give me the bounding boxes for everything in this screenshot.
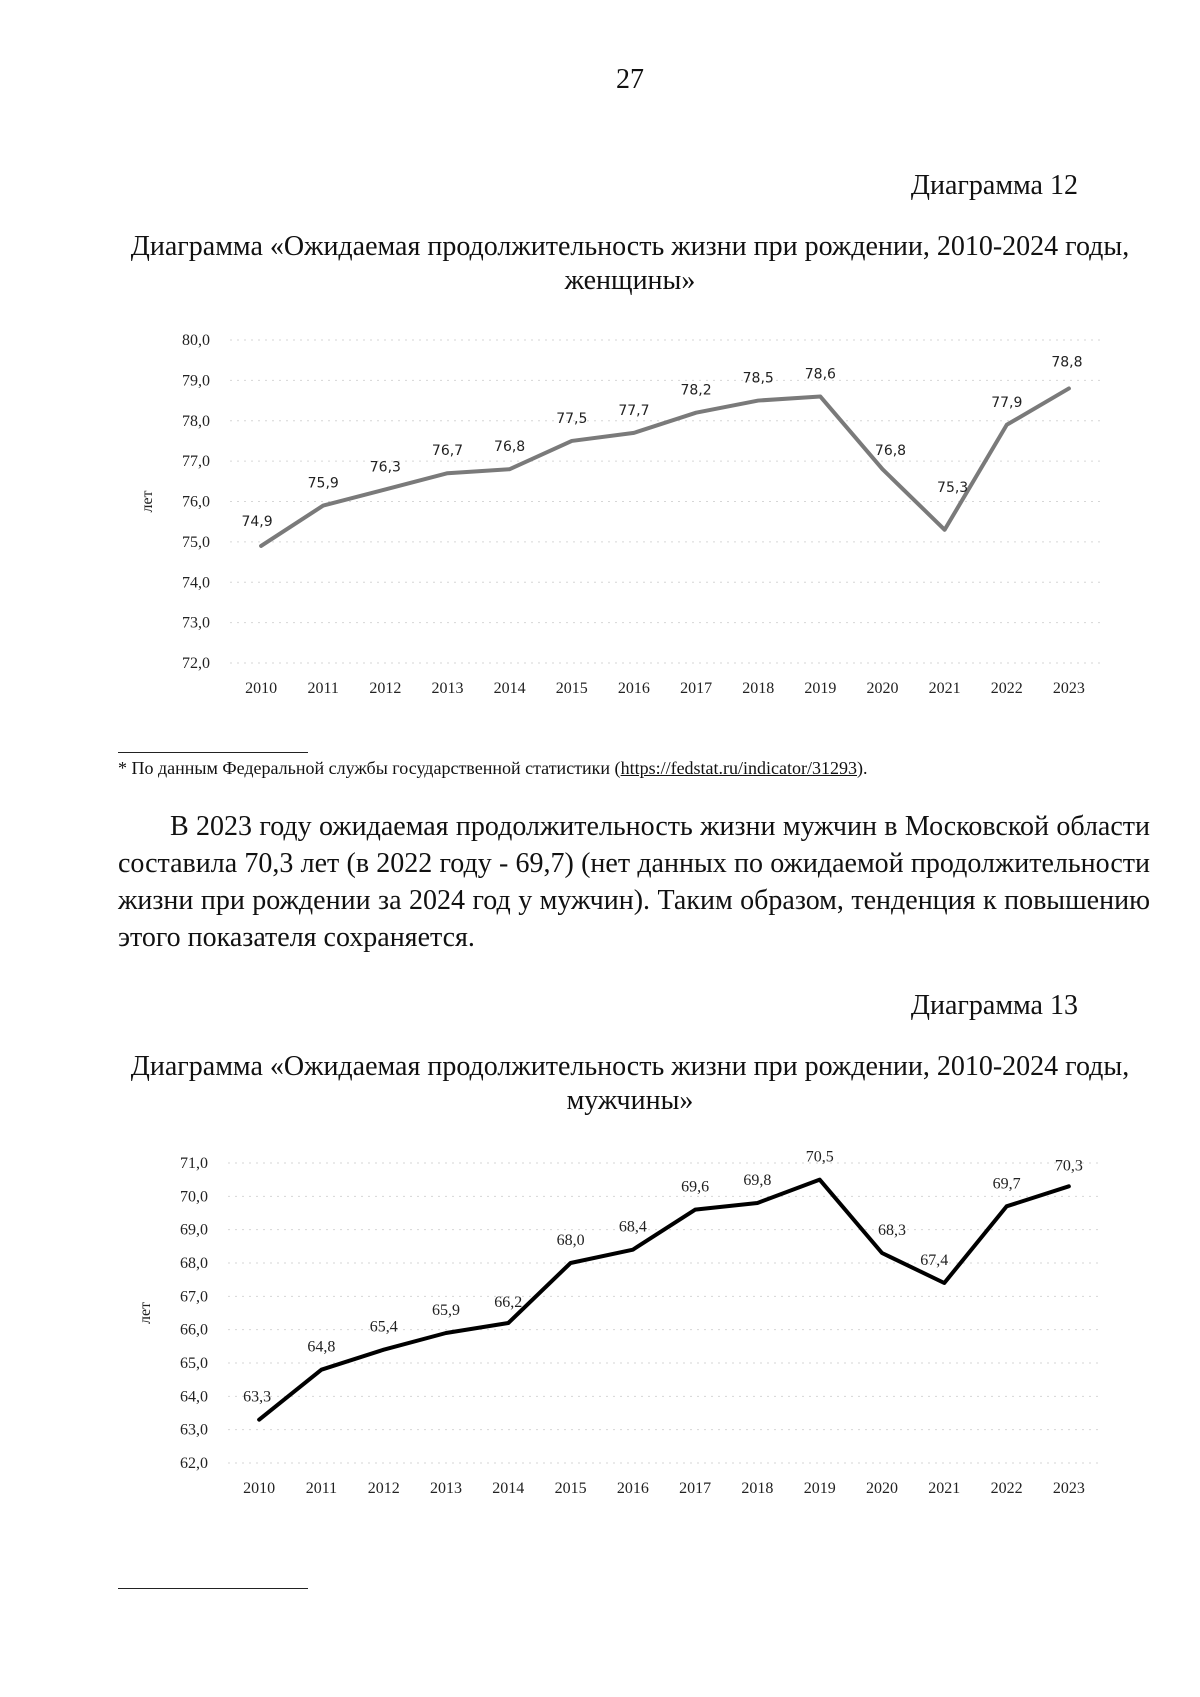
data-point [633,432,634,433]
data-label: 76,8 [874,443,907,460]
data-point [695,1209,696,1210]
x-tick-label: 2018 [741,1480,774,1497]
x-tick-label: 2013 [431,680,464,697]
data-point [571,440,572,441]
footnote-prefix: * По данным Федеральной службы государственной статистики ( [118,758,621,778]
diagram-12-label: Диаграмма 12 [910,170,1078,201]
x-tick-label: 2012 [367,1480,400,1497]
x-tick-label: 2013 [430,1480,462,1497]
y-tick-label: 62,0 [180,1455,208,1472]
x-tick-label: 2010 [245,680,278,697]
data-label: 68,3 [878,1222,906,1239]
y-tick-label: 75,0 [182,533,210,551]
data-label: 65,9 [432,1302,460,1319]
data-point [446,1333,447,1334]
y-tick-label: 74,0 [182,574,210,592]
data-point [261,545,262,546]
data-label: 77,5 [556,410,588,427]
diagram-12-title: Диаграмма «Ожидаемая продолжительность жизни при рождении, 2010-2024 годы, женщины» [130,231,1130,296]
x-tick-label: 2023 [1052,1480,1085,1497]
data-point [323,505,324,506]
x-tick-label: 2016 [616,1480,649,1497]
data-label: 66,2 [494,1294,523,1311]
data-point [570,1263,571,1264]
data-label: 69,6 [681,1178,710,1196]
data-point [385,489,386,490]
x-tick-label: 2018 [742,680,775,697]
y-tick-label: 66,0 [180,1321,208,1339]
x-tick-label: 2022 [990,1480,1023,1497]
data-point [820,396,821,397]
life-expectancy-women-chart [100,320,1160,700]
y-tick-label: 79,0 [182,372,210,390]
y-tick-label: 77,0 [182,453,210,471]
fedstat-link[interactable]: https://fedstat.ru/indicator/31293 [620,758,858,778]
x-tick-label: 2015 [554,1480,587,1497]
data-label: 69,8 [743,1172,772,1189]
y-tick-label: 68,0 [180,1255,208,1272]
data-label: 78,5 [742,370,774,387]
data-point [944,529,945,530]
data-label: 75,9 [307,475,339,492]
data-point [1006,1206,1007,1207]
footnote [118,758,868,779]
x-tick-label: 2021 [928,1480,961,1497]
data-label: 70,3 [1054,1157,1083,1175]
data-label: 76,7 [431,443,464,460]
x-tick-label: 2014 [493,680,526,697]
data-point [819,1179,820,1180]
x-tick-label: 2019 [804,680,837,697]
data-point [882,1253,883,1254]
data-label: 78,2 [680,382,712,399]
diagram-13-title: Диаграмма «Ожидаемая продолжительность жизни при рождении, 2010-2024 годы, мужчины» [130,1051,1130,1116]
x-tick-label: 2021 [928,680,961,697]
life-expectancy-men-chart [100,1145,1160,1525]
x-tick-label: 2011 [307,680,339,697]
data-label: 68,0 [556,1232,585,1249]
x-tick-label: 2014 [492,1480,525,1497]
x-tick-label: 2015 [555,680,588,697]
y-axis-label: лет [137,1301,154,1325]
x-tick-label: 2019 [803,1480,836,1497]
y-tick-label: 80,0 [182,332,210,349]
data-point [508,1323,509,1324]
x-tick-label: 2022 [990,680,1023,697]
series-line [259,1180,1069,1420]
data-point [882,469,883,470]
y-tick-label: 65,0 [180,1355,208,1372]
footnote-rule [118,752,308,753]
x-tick-label: 2023 [1052,680,1085,697]
data-label: 70,5 [805,1148,834,1166]
x-tick-label: 2011 [305,1480,338,1497]
data-point [1068,1186,1069,1187]
footnote-rule-bottom [118,1588,308,1589]
data-point [1068,388,1069,389]
footnote-suffix: ). [857,758,868,778]
data-label: 65,4 [369,1318,398,1336]
y-tick-label: 72,0 [182,655,210,672]
data-point [944,1283,945,1284]
x-tick-label: 2010 [243,1480,276,1497]
data-point [509,469,510,470]
data-point [259,1419,260,1420]
y-tick-label: 78,0 [182,412,210,430]
data-label: 77,9 [991,394,1023,411]
y-tick-label: 73,0 [182,614,210,632]
data-point [696,412,697,413]
data-point [632,1249,633,1250]
y-tick-label: 67,0 [180,1288,208,1306]
y-tick-label: 76,0 [182,493,210,511]
data-label: 75,3 [937,479,969,496]
y-tick-label: 69,0 [180,1221,208,1239]
data-label: 76,8 [494,439,526,456]
y-tick-label: 70,0 [180,1188,208,1206]
body-paragraph: В 2023 году ожидаемая продолжительность жизни мужчин в Московской области составила 70,3 лет (в 2022 году - 69,7) (нет данных по ожидаемой продолжительности жизни при рождении за 2024 год у мужчин). Таким образом, тенденция к повышению этого показателя сохраняется. [118,811,1150,953]
data-point [447,473,448,474]
x-tick-label: 2017 [680,680,713,697]
data-point [321,1369,322,1370]
x-tick-label: 2016 [617,680,650,697]
data-label: 78,6 [804,366,836,383]
data-point [758,400,759,401]
data-label: 64,8 [307,1338,336,1356]
x-tick-label: 2020 [866,1480,898,1497]
page-number: 27 [616,64,644,95]
y-tick-label: 63,0 [180,1421,208,1439]
data-label: 68,4 [618,1218,647,1236]
data-label: 74,9 [241,513,273,530]
data-label: 78,8 [1051,354,1083,371]
data-label: 77,7 [618,402,650,419]
data-label: 69,7 [992,1175,1021,1193]
data-label: 76,3 [369,459,401,476]
data-label: 67,4 [920,1252,949,1269]
x-tick-label: 2020 [866,680,899,697]
x-tick-label: 2017 [679,1480,712,1497]
y-axis-label: лет [139,490,156,513]
diagram-13-label: Диаграмма 13 [910,990,1078,1021]
data-point [757,1203,758,1204]
y-tick-label: 71,0 [180,1155,208,1172]
data-point [383,1349,384,1350]
data-point [1006,424,1007,425]
data-label: 63,3 [243,1388,272,1406]
y-tick-label: 64,0 [180,1388,208,1406]
x-tick-label: 2012 [369,680,402,697]
